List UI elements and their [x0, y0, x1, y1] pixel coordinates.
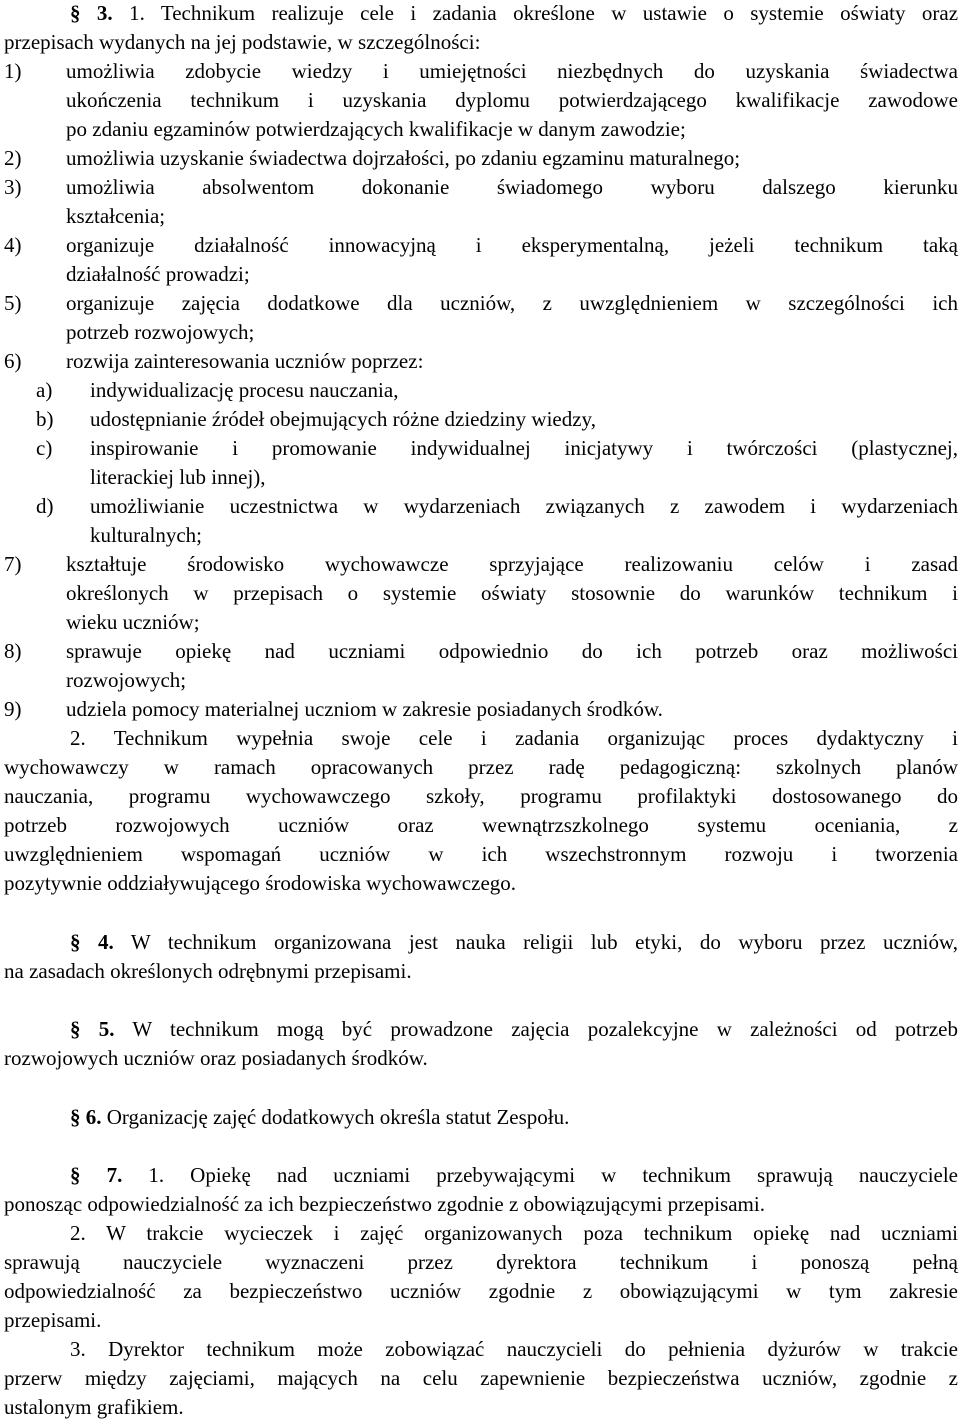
- section-7-p3-line: ustalonym grafikiem.: [4, 1395, 184, 1419]
- section-3-heading-line: [70, 0, 958, 26]
- section-5-line1: W technikum mogą być prowadzone zajęcia pozalekcyjne w zależności od potrzeb: [132, 1017, 958, 1041]
- section-4-line1: W technikum organizowana jest nauka religii lub etyki, do wyboru przez uczniów,: [130, 930, 959, 954]
- section-7-p3-line: 3. Dyrektor technikum może zobowiązać nauczycieli do pełnienia dyżurów w trakcie: [70, 1337, 958, 1361]
- section-6-marker: §: [70, 1105, 81, 1129]
- section-3-p2-line: pozytywnie oddziaływującego środowiska wychowawczego.: [4, 871, 517, 895]
- section-3-p2-line: nauczania, programu wychowawczego szkoły, programu profilaktyki dostosowanego do: [4, 784, 958, 808]
- section-5-line2: rozwojowych uczniów oraz posiadanych środków.: [4, 1046, 428, 1070]
- section-5-marker: §: [70, 1017, 81, 1041]
- section-3-p1-intro-l1: 1. Technikum realizuje cele i zadania określone w ustawie o systemie oświaty oraz: [129, 1, 959, 25]
- section-7-p2-line: odpowiedzialność za bezpieczeństwo uczniów zgodnie z obowiązującymi w tym zakresie: [4, 1279, 958, 1303]
- section-3-p2-line: potrzeb rozwojowych uczniów oraz wewnątrzszkolnego systemu oceniania, z: [4, 813, 958, 837]
- section-7-p1-l1: 1. Opiekę nad uczniami przebywającymi w technikum sprawują nauczyciele: [148, 1163, 959, 1187]
- section-6-heading-line: [70, 1104, 958, 1130]
- section-4-label: 4.: [98, 930, 114, 954]
- section-3-p2-line: uwzględnieniem wspomagań uczniów w ich wszechstronnym rozwoju i tworzenia: [4, 842, 958, 866]
- section-3-p2-line: wychowawczy w ramach opracowanych przez radę pedagogiczną: szkolnych planów: [4, 755, 958, 779]
- section-5-label: 5.: [98, 1017, 115, 1041]
- section-7-p3-line: przerw między zajęciami, mających na celu zapewnienie bezpieczeństwa uczniów, zgodnie z: [4, 1366, 958, 1390]
- section-7-p2-line: przepisami.: [4, 1308, 102, 1332]
- section-6-label: 6.: [85, 1105, 102, 1129]
- section-4-heading-line: [70, 929, 958, 955]
- section-6-line1: Organizację zajęć dodatkowych określa statut Zespołu.: [106, 1105, 570, 1129]
- section-3-p2-line: 2. Technikum wypełnia swoje cele i zadania organizując proces dydaktyczny i: [70, 726, 958, 750]
- section-4-marker: §: [70, 930, 81, 954]
- section-3-p1-intro-l2: przepisach wydanych na jej podstawie, w szczególności:: [4, 30, 481, 54]
- section-4-line2: na zasadach określonych odrębnymi przepisami.: [4, 959, 412, 983]
- section-7-p1-l2: ponosząc odpowiedzialność za ich bezpieczeństwo zgodnie z obowiązującymi przepisami.: [4, 1192, 765, 1216]
- section-7-label: 7.: [106, 1163, 123, 1187]
- section-7-marker: §: [70, 1163, 81, 1187]
- section-7-heading-line: [70, 1162, 958, 1188]
- section-7-p2-line: 2. W trakcie wycieczek i zajęć organizowanych poza technikum opiekę nad uczniami: [70, 1221, 958, 1245]
- section-5-heading-line: [70, 1016, 958, 1042]
- section-3-marker: §: [70, 1, 81, 25]
- section-7-p2-line: sprawują nauczyciele wyznaczeni przez dyrektora technikum i ponoszą pełną: [4, 1250, 958, 1274]
- section-3-label: 3.: [96, 1, 113, 25]
